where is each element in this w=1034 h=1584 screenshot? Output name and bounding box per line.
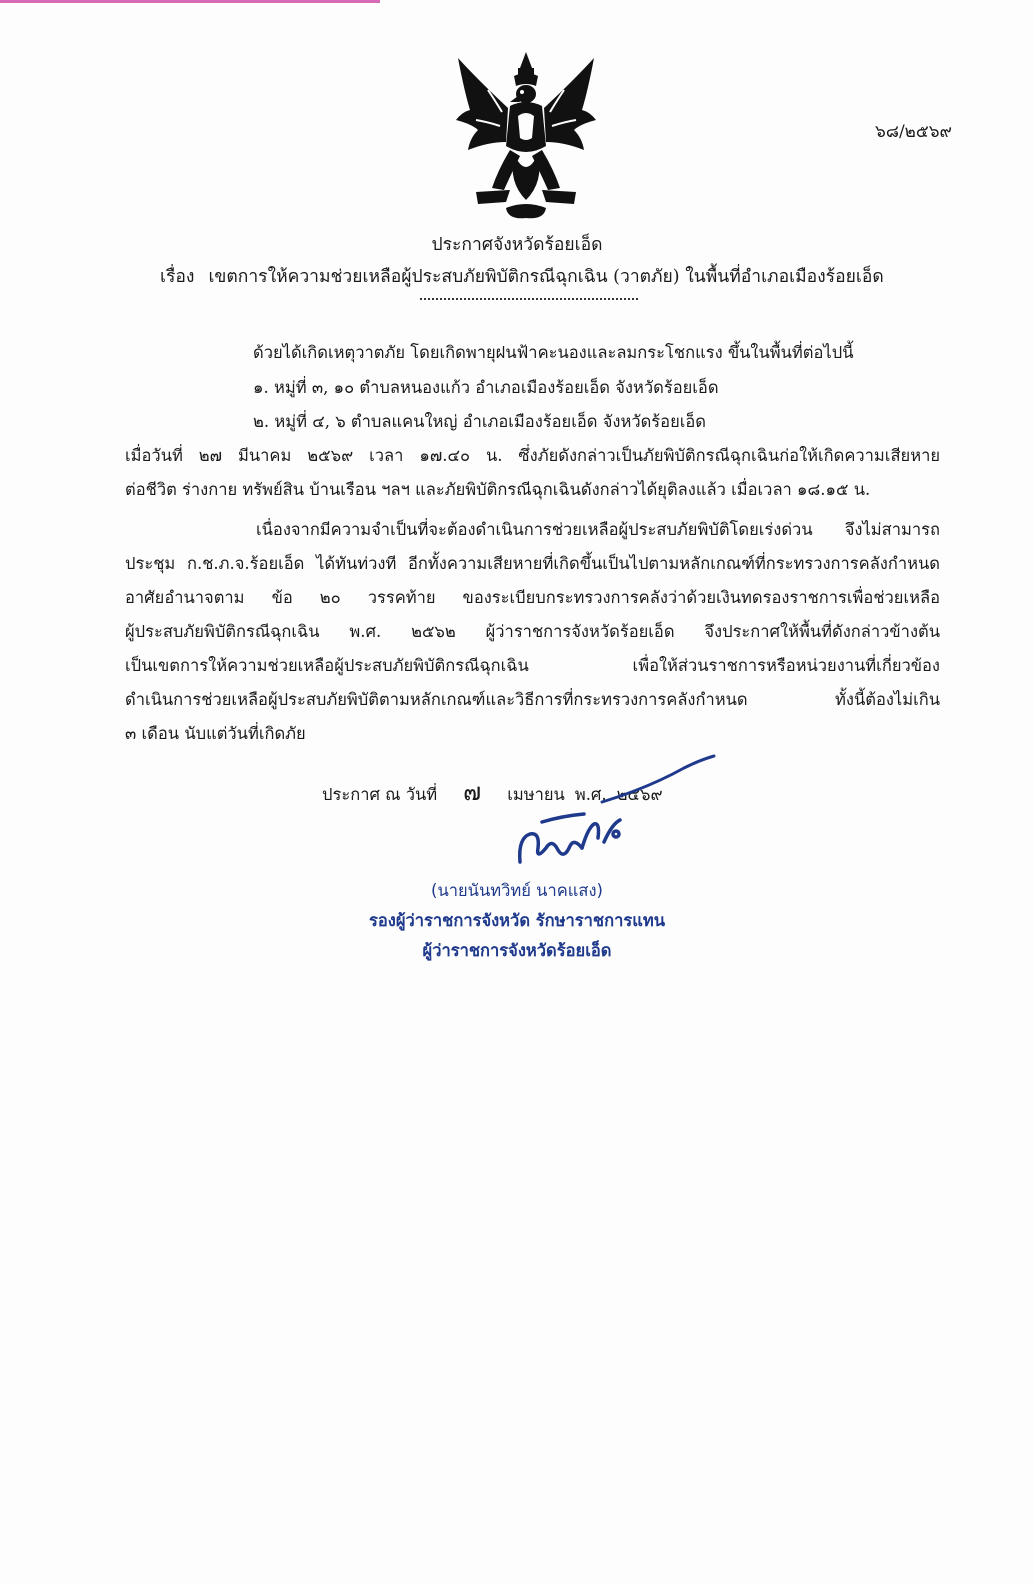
- intro-line: ด้วยได้เกิดเหตุวาตภัย โดยเกิดพายุฝนฟ้าคะนองและลมกระโชกแรง ขึ้นในพื้นที่ต่อไปนี้: [253, 343, 854, 362]
- paragraph-line: ผู้ประสบภัยพิบัติกรณีฉุกเฉิน พ.ศ. ๒๕๖๒ ผู้ว่าราชการจังหวัดร้อยเอ็ด จึงประกาศให้พื้นที่ดังกล่าวข้างต้น: [125, 622, 940, 641]
- paragraph-line: เนื่องจากมีความจำเป็นที่จะต้องดำเนินการช่วยเหลือผู้ประสบภัยพิบัติโดยเร่งด่วน จึงไม่สามารถ: [256, 520, 940, 539]
- paragraph-line: เป็นเขตการให้ความช่วยเหลือผู้ประสบภัยพิบัติกรณีฉุกเฉิน เพื่อให้ส่วนราชการหรือหน่วยงานที่เกี่ยวข้อง: [125, 656, 940, 675]
- paragraph-line: อาศัยอำนาจตาม ข้อ ๒๐ วรรคท้าย ของระเบียบกระทรวงการคลังว่าด้วยเงินทดรองราชการเพื่อช่วยเหลือ: [125, 588, 940, 607]
- announce-month: เมษายน: [507, 785, 565, 804]
- signer-position: รองผู้ว่าราชการจังหวัด รักษาราชการแทน: [368, 911, 666, 930]
- paragraph-line: ต่อชีวิต ร่างกาย ทรัพย์สิน บ้านเรือน ฯลฯ และภัยพิบัติกรณีฉุกเฉินดังกล่าวได้ยุติลงแล้ว เมื่อเวลา ๑๘.๑๕ น.: [125, 480, 871, 499]
- dotted-separator: [420, 298, 638, 300]
- handwritten-signature: [512, 808, 632, 874]
- paragraph-line: ดำเนินการช่วยเหลือผู้ประสบภัยพิบัติตามหลักเกณฑ์และวิธีการที่กระทรวงการคลังกำหนด ทั้งนี้ต้องไม่เกิน: [125, 690, 940, 709]
- paragraph-line: ๓ เดือน นับแต่วันที่เกิดภัย: [125, 724, 306, 743]
- announce-era: พ.ศ.: [574, 785, 607, 804]
- pen-stroke-mark: [598, 754, 728, 804]
- subject-text: เขตการให้ความช่วยเหลือผู้ประสบภัยพิบัติกรณีฉุกเฉิน (วาตภัย) ในพื้นที่อำเภอเมืองร้อยเอ็ด: [208, 267, 884, 287]
- announce-day: ๗: [463, 778, 482, 806]
- signer-name: (นายนันทวิทย์ นาคแสง): [431, 881, 603, 900]
- subject-label: เรื่อง: [160, 267, 195, 287]
- paragraph-line: เมื่อวันที่ ๒๗ มีนาคม ๒๕๖๙ เวลา ๑๗.๔๐ น. ซึ่งภัยดังกล่าวเป็นภัยพิบัติกรณีฉุกเฉินก่อให้เกิดความเสียหาย: [125, 446, 940, 465]
- announce-prefix: ประกาศ ณ วันที่: [322, 785, 438, 804]
- top-accent-line: [0, 0, 380, 3]
- page-title: ประกาศจังหวัดร้อยเอ็ด: [431, 235, 603, 255]
- list-item: ๒. หมู่ที่ ๔, ๖ ตำบลแคนใหญ่ อำเภอเมืองร้อยเอ็ด จังหวัดร้อยเอ็ด: [253, 412, 707, 431]
- signer-office: ผู้ว่าราชการจังหวัดร้อยเอ็ด: [422, 941, 612, 960]
- document-number: ๖๘/๒๕๖๙: [875, 122, 952, 142]
- subject-line: [160, 262, 884, 290]
- announce-year: ๒๕๖๙: [616, 785, 663, 804]
- garuda-emblem-icon: [448, 50, 604, 222]
- list-item: ๑. หมู่ที่ ๓, ๑๐ ตำบลหนองแก้ว อำเภอเมืองร้อยเอ็ด จังหวัดร้อยเอ็ด: [253, 378, 719, 397]
- paragraph-line: ประชุม ก.ช.ภ.จ.ร้อยเอ็ด ได้ทันท่วงที อีกทั้งความเสียหายที่เกิดขึ้นเป็นไปตามหลักเกณฑ์ที่กระทรวงการคลังกำหนด: [125, 554, 940, 573]
